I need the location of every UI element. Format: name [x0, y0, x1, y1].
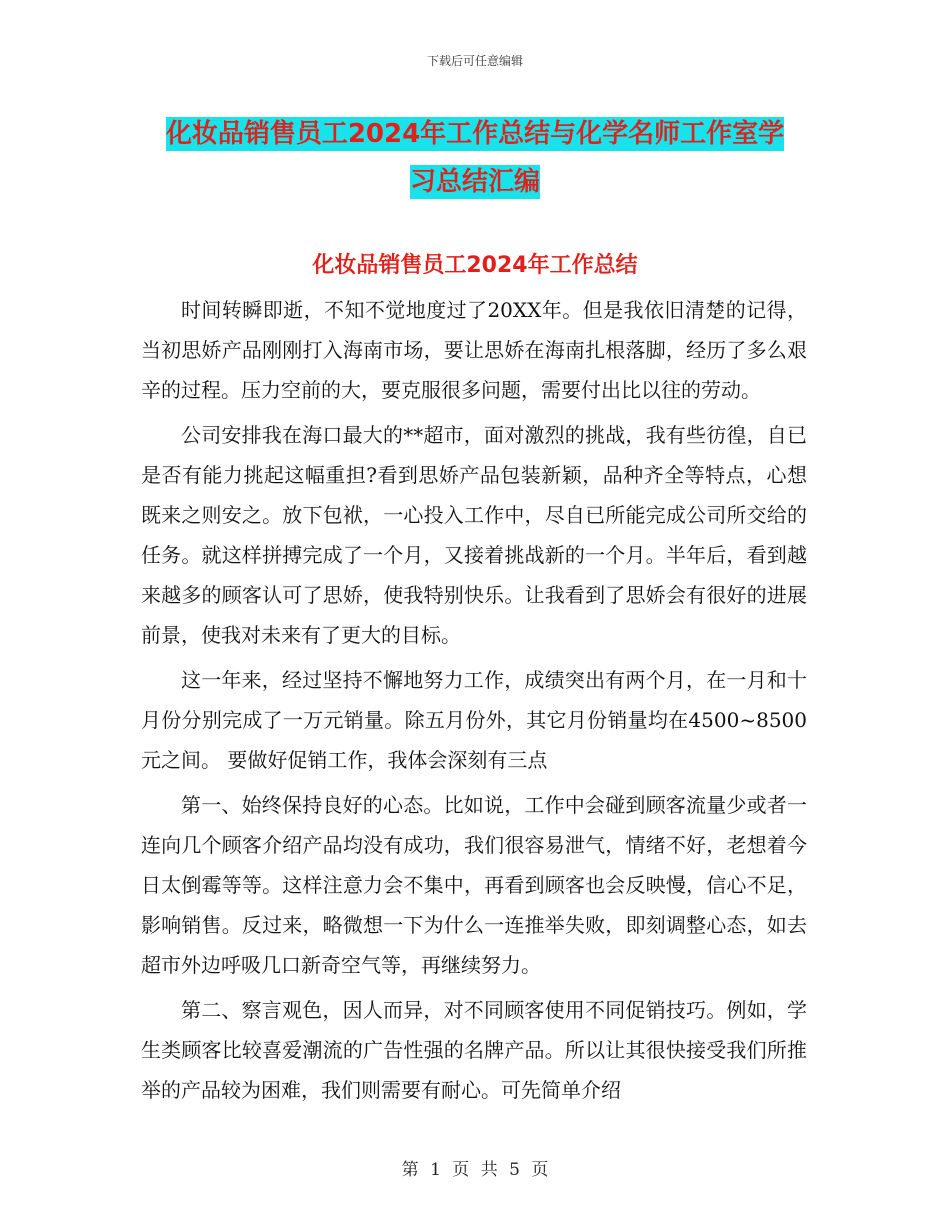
title-line-2: 习总结汇编: [409, 167, 540, 197]
paragraph: 时间转瞬即逝，不知不觉地度过了20XX年。但是我依旧清楚的记得，当初思娇产品刚刚打入海南市场，要让思娇在海南扎根落脚，经历了多么艰辛的过程。压力空前的大，要克服很多问题，需要付出比以往的劳动。: [141, 298, 807, 402]
paragraph: 这一年来，经过坚持不懈地努力工作，成绩突出有两个月，在一月和十月份分别完成了一万元销量。除五月份外，其它月份销量均在4500~8500元之间。 要做好促销工作，我体会深刻有三点: [141, 668, 807, 772]
paragraph: 第二、察言观色，因人而异，对不同顾客使用不同促销技巧。例如，学生类顾客比较喜爱潮流的广告性强的名牌产品。所以让其很快接受我们所推举的产品较为困难，我们则需要有耐心。可先简单介绍: [141, 998, 807, 1102]
title-line-1: 化妆品销售员工2024年工作总结与化学名师工作室学: [165, 119, 785, 149]
header-note: 下载后可任意编辑: [426, 54, 523, 68]
document-body: [141, 290, 807, 1115]
paragraph: 第一、始终保持良好的心态。比如说，工作中会碰到顾客流量少或者一连向几个顾客介绍产品均没有成功，我们很容易泄气，情绪不好，老想着今日太倒霉等等。这样注意力会不集中，再看到顾客也会反映慢，信心不足，影响销售。反过来，略微想一下为什么一连推举失败，即刻调整心态，如去超市外边呼吸几口新奇空气等，再继续努力。: [141, 793, 807, 977]
document-title: [0, 110, 950, 206]
page-footer: 第 1 页 共 5 页: [401, 1160, 549, 1180]
section-title: 化妆品销售员工2024年工作总结: [312, 253, 638, 278]
paragraph: 公司安排我在海口最大的**超市，面对激烈的挑战，我有些彷徨，自已是否有能力挑起这幅重担?看到思娇产品包装新颖，品种齐全等特点，心想既来之则安之。放下包袱，一心投入工作中，尽自已所能完成公司所交给的任务。就这样拼搏完成了一个月，又接着挑战新的一个月。半年后，看到越来越多的顾客认可了思娇，使我特别快乐。让我看到了思娇会有很好的进展前景，使我对未来有了更大的目标。: [141, 423, 807, 647]
